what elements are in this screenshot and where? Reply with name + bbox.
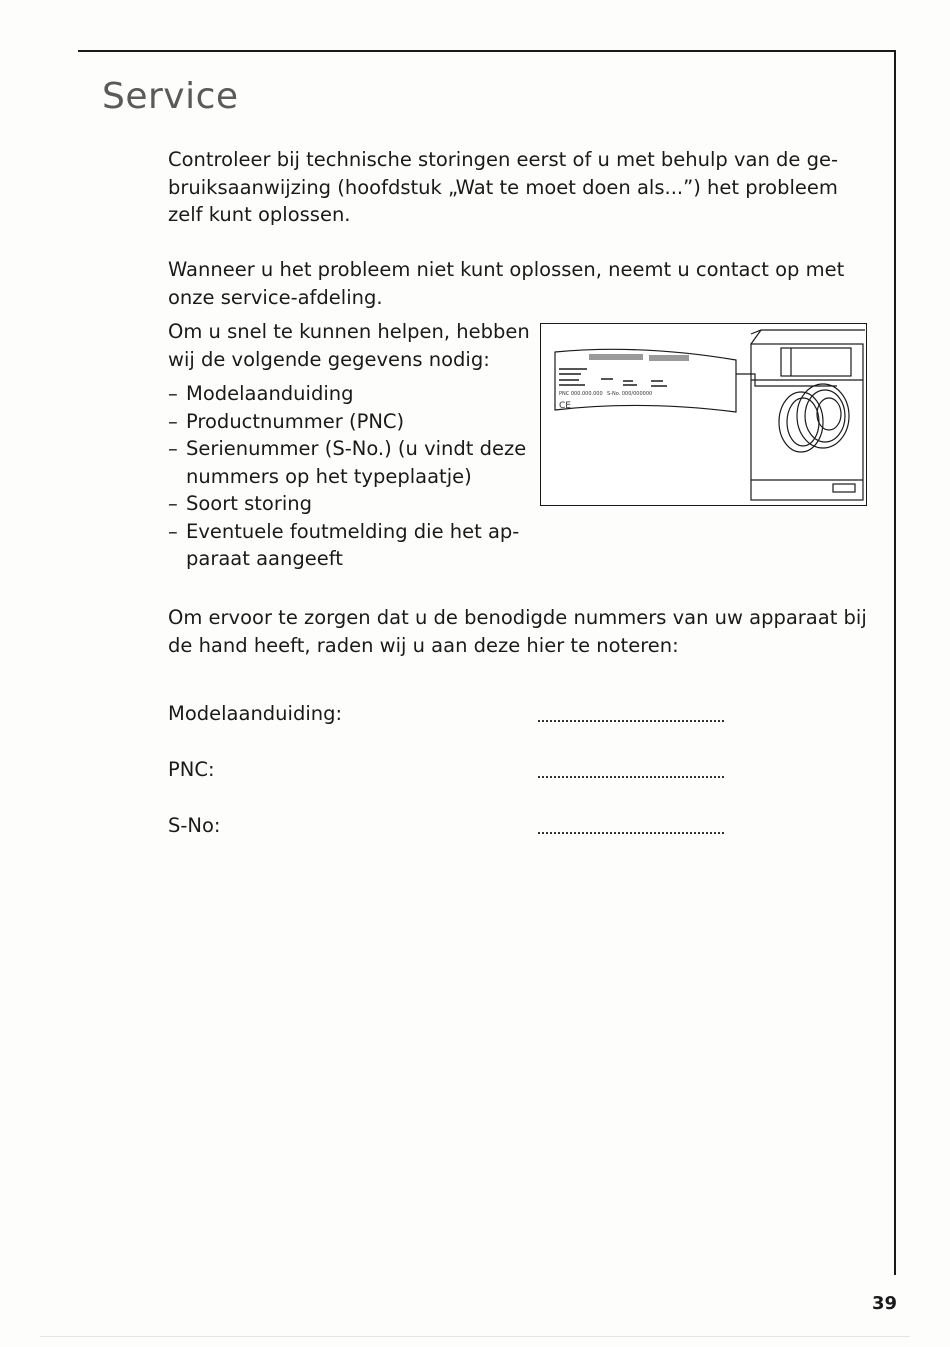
nameplate-illustration bbox=[540, 323, 867, 506]
washing-machine bbox=[751, 330, 865, 500]
page-title: Service bbox=[102, 76, 239, 117]
list-dash: – bbox=[168, 492, 178, 515]
list-item bbox=[168, 380, 538, 408]
list-item bbox=[168, 408, 538, 436]
list-item-text: Productnummer (PNC) bbox=[186, 409, 405, 433]
list-item-text: Modelaanduiding bbox=[186, 382, 354, 405]
pnc-field-row bbox=[168, 756, 728, 784]
list-dash: – bbox=[168, 519, 178, 543]
serial-field-label: S-No: bbox=[168, 814, 221, 837]
list-item-text: Soort storing bbox=[186, 492, 313, 515]
list-item bbox=[168, 435, 538, 490]
list-item-text: Eventuele foutmelding die het ap-paraat aangeeft bbox=[186, 519, 520, 570]
margin-rule bbox=[894, 50, 896, 1275]
ce-mark: CE bbox=[559, 401, 571, 411]
serial-field-row bbox=[168, 812, 728, 840]
list-dash: – bbox=[168, 382, 178, 405]
plate-pnc: PNC 000.000.000 bbox=[559, 391, 603, 397]
model-field-label: Modelaanduiding: bbox=[168, 702, 343, 725]
note-numbers-paragraph: Om ervoor te zorgen dat u de benodigde nummers van uw apparaat bij de hand heeft, raden wij u aan deze hier te noteren: bbox=[168, 606, 867, 657]
required-info-list bbox=[168, 380, 538, 573]
bottom-edge bbox=[40, 1336, 910, 1337]
plate-bar bbox=[649, 355, 689, 361]
list-dash: – bbox=[168, 437, 178, 460]
required-info-paragraph: Om u snel te kunnen helpen, hebben wij de volgende gegevens nodig: bbox=[168, 320, 530, 371]
plate-bar bbox=[589, 354, 643, 360]
list-item-text: Serienummer (S-No.) (u vindt deze nummers op het typeplaatje) bbox=[186, 437, 527, 488]
serial-field-blank bbox=[538, 832, 724, 834]
pnc-field-blank bbox=[538, 776, 724, 778]
intro-paragraph: Controleer bij technische storingen eerst of u met behulp van de ge-bruiksaanwijzing (hoofdstuk „Wat te moet doen als...”) het probleem zelf kunt oplossen. bbox=[168, 148, 839, 226]
rating-plate bbox=[555, 349, 736, 412]
model-field-row bbox=[168, 700, 728, 728]
washing-machine-drawing bbox=[541, 324, 865, 504]
contact-paragraph: Wanneer u het probleem niet kunt oplossen, neemt u contact op met onze service-afdeling. bbox=[168, 258, 845, 309]
plate-sno: S-No. 000/000000 bbox=[607, 391, 653, 397]
list-item bbox=[168, 518, 538, 573]
header-rule bbox=[78, 50, 896, 52]
page-number: 39 bbox=[872, 1293, 898, 1314]
list-item bbox=[168, 490, 538, 518]
list-dash: – bbox=[168, 409, 178, 433]
pnc-field-label: PNC: bbox=[168, 758, 215, 781]
model-field-blank bbox=[538, 720, 724, 722]
